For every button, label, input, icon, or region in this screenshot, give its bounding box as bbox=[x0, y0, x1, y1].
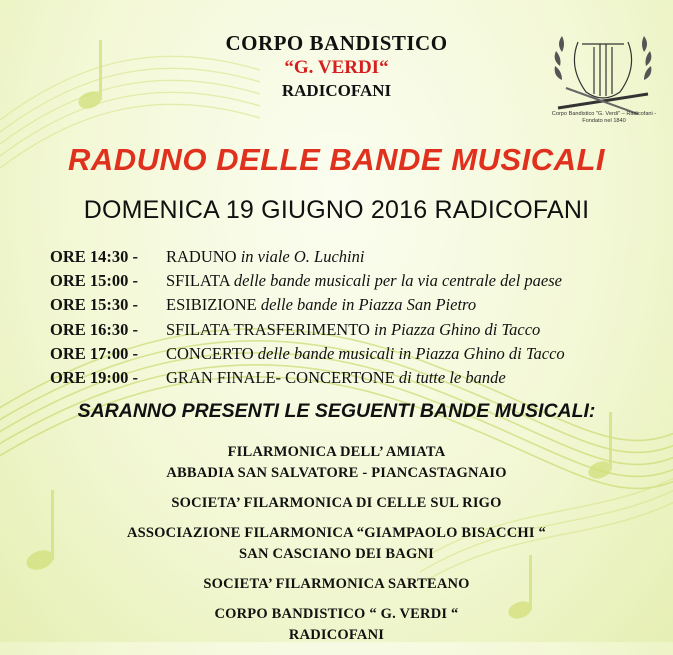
schedule-item bbox=[50, 269, 660, 293]
schedule-desc: delle bande musicali per la via centrale del paese bbox=[233, 271, 562, 291]
band-name: ASSOCIAZIONE FILARMONICA “GIAMPAOLO BISACCHI “ bbox=[126, 525, 546, 541]
emblem-caption: Corpo Bandistico "G. Verdi" – Radicofani - Fondato nel 1840 bbox=[551, 111, 657, 124]
organizer-name: CORPO BANDISTICO bbox=[225, 31, 448, 55]
bands-list bbox=[0, 442, 673, 655]
schedule-desc: delle bande musicali in Piazza Ghino di Tacco bbox=[257, 343, 565, 363]
schedule-event: CONCERTO bbox=[166, 343, 254, 363]
band-entry bbox=[0, 574, 673, 595]
schedule-item bbox=[50, 293, 660, 317]
schedule-time: ORE 15:00 - bbox=[50, 271, 138, 291]
schedule-item bbox=[50, 366, 660, 390]
schedule-desc: di tutte le bande bbox=[398, 367, 506, 387]
schedule-time: ORE 19:00 - bbox=[50, 367, 138, 387]
schedule-item bbox=[50, 318, 660, 342]
band-entry bbox=[0, 604, 673, 646]
schedule-desc: in Piazza Ghino di Tacco bbox=[374, 319, 541, 339]
schedule-time: ORE 17:00 - bbox=[50, 343, 138, 363]
band-name: FILARMONICA DELL’ AMIATA bbox=[227, 444, 446, 460]
schedule-list bbox=[50, 245, 660, 390]
band-location: ABBADIA SAN SALVATORE - PIANCASTAGNAIO bbox=[166, 465, 507, 481]
band-name: SOCIETA’ FILARMONICA DI CELLE SUL RIGO bbox=[171, 495, 502, 511]
band-entry bbox=[0, 493, 673, 514]
schedule-item bbox=[50, 245, 660, 269]
band-location: SAN CASCIANO DEI BAGNI bbox=[239, 546, 434, 562]
schedule-event: RADUNO bbox=[166, 247, 237, 266]
schedule-desc: in viale O. Luchini bbox=[240, 247, 365, 266]
band-name: CORPO BANDISTICO “ G. VERDI “ bbox=[214, 606, 459, 622]
schedule-event: ESIBIZIONE bbox=[166, 295, 257, 315]
schedule-item bbox=[50, 342, 660, 366]
organizer-town: RADICOFANI bbox=[281, 81, 392, 100]
band-entry bbox=[0, 523, 673, 565]
band-name: SOCIETA’ FILARMONICA SARTEANO bbox=[203, 576, 470, 592]
schedule-event: SFILATA TRASFERIMENTO bbox=[166, 319, 370, 339]
bands-heading: SARANNO PRESENTI LE SEGUENTI BANDE MUSICALI: bbox=[77, 400, 596, 422]
band-location: RADICOFANI bbox=[288, 627, 385, 643]
event-title: RADUNO DELLE BANDE MUSICALI bbox=[67, 142, 606, 177]
organizer-subname: “G. VERDI“ bbox=[284, 57, 389, 78]
schedule-time: ORE 15:30 - bbox=[50, 295, 138, 315]
schedule-event: SFILATA bbox=[166, 271, 230, 291]
schedule-event: GRAN FINALE- CONCERTONE bbox=[166, 367, 395, 387]
band-entry bbox=[0, 442, 673, 484]
schedule-time: ORE 16:30 - bbox=[50, 319, 138, 339]
schedule-time: ORE 14:30 - bbox=[50, 247, 138, 266]
event-date: DOMENICA 19 GIUGNO 2016 RADICOFANI bbox=[83, 196, 590, 224]
schedule-desc: delle bande in Piazza San Pietro bbox=[260, 295, 477, 315]
